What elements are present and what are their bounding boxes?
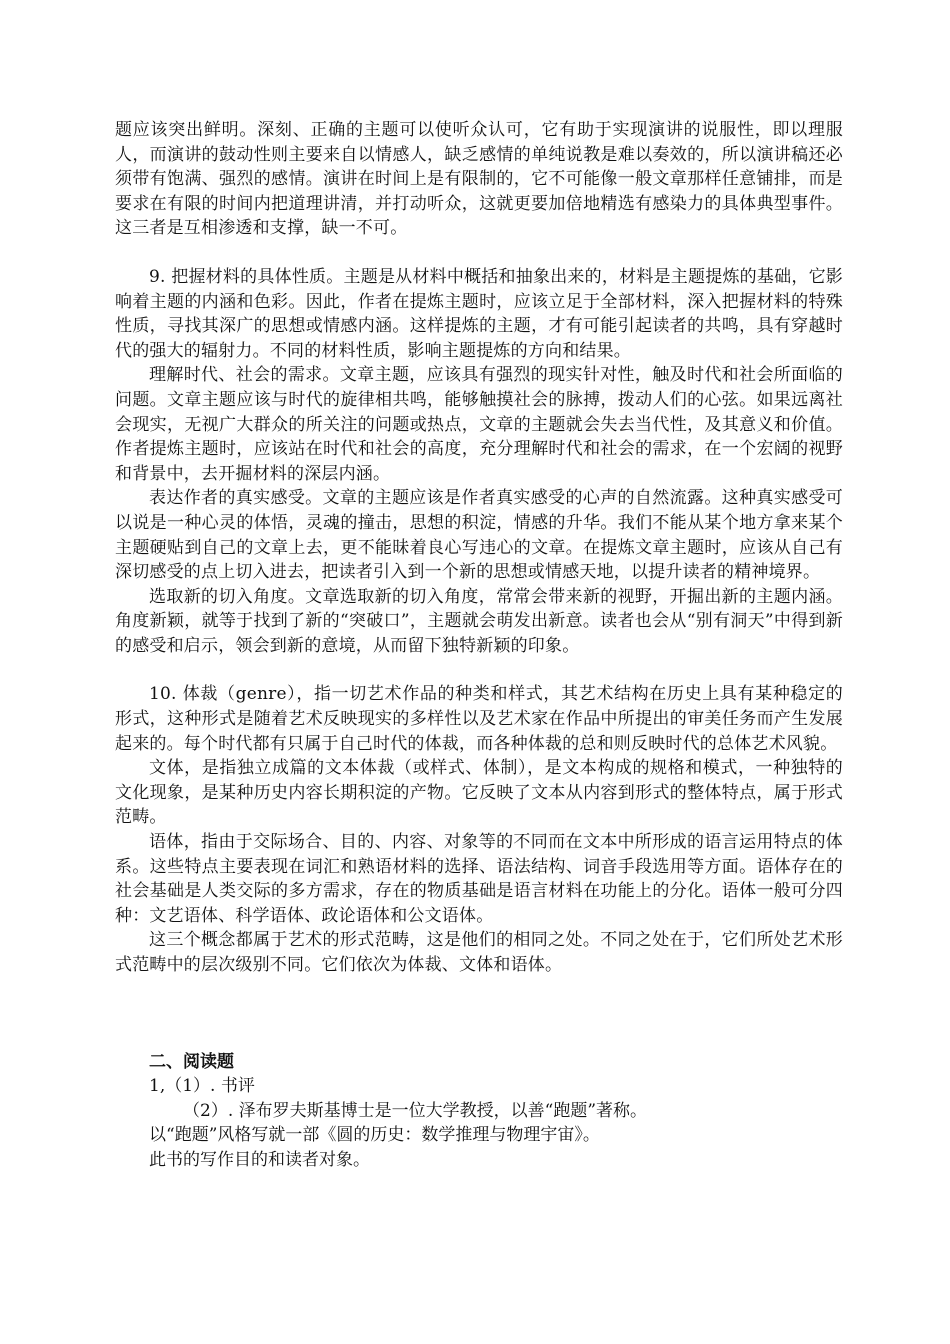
answer-item-4: 此书的写作目的和读者对象。	[149, 1149, 370, 1170]
document-page	[115, 118, 843, 1173]
paragraph-true-feelings: 表达作者的真实感受。文章的主题应该是作者真实感受的心声的自然流露。这种真实感受可以说是一种心灵的体悟，灵魂的撞击，思想的积淀，情感的升华。我们不能从某个地方拿来某个主题硬贴到自己的文章上去，更不能昧着良心写违心的文章。在提炼文章主题时，应该从自己有深切感受的点上切入进去，把读者引入到一个新的思想或情感天地，以提升读者的精神境界。	[115, 488, 843, 583]
answer-item-1: 1,（1）. 书评	[149, 1076, 255, 1097]
paragraph-10-genre: 10. 体裁（genre），指一切艺术作品的种类和样式，其艺术结构在历史上具有某种稳定的形式，这种形式是随着艺术反映现实的多样性以及艺术家在作品中所提出的审美任务而产生发展起来的。每个时代都有只属于自己时代的体裁，而各种体裁的总和则反映时代的总体艺术风貌。	[115, 684, 843, 754]
paragraph-speech-theme: 题应该突出鲜明。深刻、正确的主题可以使听众认可，它有助于实现演讲的说服性，即以理服人，而演讲的鼓动性则主要来自以情感人，缺乏感情的单纯说教是难以奏效的，所以演讲稿还必须带有饱满、强烈的感情。演讲在时间上是有限制的，它不可能像一般文章那样任意铺排，而是要求在有限的时间内把道理讲清，并打动听众，这就更要加倍地精选有感染力的具体典型事件。这三者是互相渗透和支撑，缺一不可。	[115, 120, 843, 239]
paragraph-three-concepts: 这三个概念都属于艺术的形式范畴，这是他们的相同之处。不同之处在于，它们所处艺术形式范畴中的层次级别不同。它们依次为体裁、文体和语体。	[115, 930, 843, 975]
paragraph-new-angle: 选取新的切入角度。文章选取新的切入角度，常常会带来新的视野，开掘出新的主题内涵。角度新颖，就等于找到了新的“突破口”，主题就会萌发出新意。读者也会从“别有洞天”中得到新的感受和启示，领会到新的意境，从而留下独特新颖的印象。	[115, 586, 843, 656]
paragraph-9-material-nature: 9. 把握材料的具体性质。主题是从材料中概括和抽象出来的，材料是主题提炼的基础，它影响着主题的内涵和色彩。因此，作者在提炼主题时，应该立足于全部材料，深入把握材料的特殊性质，寻找其深广的思想或情感内涵。这样提炼的主题，才有可能引起读者的共鸣，具有穿越时代的强大的辐射力。不同的材料性质，影响主题提炼的方向和结果。	[115, 266, 843, 361]
section-heading: 二、阅读题	[149, 1051, 234, 1072]
answer-item-2: （2）. 泽布罗夫斯基博士是一位大学教授，以善“跑题”著称。	[183, 1100, 648, 1121]
paragraph-style: 文体，是指独立成篇的文本体裁（或样式、体制），是文本构成的规格和模式，一种独特的文化现象，是某种历史内容长期积淀的产物。它反映了文本从内容到形式的整体特点，属于形式范畴。	[115, 758, 843, 828]
answer-item-3: 以“跑题”风格写就一部《圆的历史：数学推理与物理宇宙》。	[149, 1125, 600, 1146]
paragraph-register: 语体，指由于交际场合、目的、内容、对象等的不同而在文本中所形成的语言运用特点的体系。这些特点主要表现在词汇和熟语材料的选择、语法结构、词音手段选用等方面。语体存在的社会基础是人类交际的多方需求，存在的物质基础是语言材料在功能上的分化。语体一般可分四种：文艺语体、科学语体、政论语体和公文语体。	[115, 832, 843, 926]
section-reading	[115, 1050, 843, 1173]
paragraph-era-society: 理解时代、社会的需求。文章主题，应该具有强烈的现实针对性，触及时代和社会所面临的问题。文章主题应该与时代的旋律相共鸣，能够触摸社会的脉搏，拨动人们的心弦。如果远离社会现实，无视广大群众的所关注的问题或热点，文章的主题就会失去当代性，及其意义和价值。作者提炼主题时，应该站在时代和社会的高度，充分理解时代和社会的需求，在一个宏阔的视野和背景中，去开掘材料的深层内涵。	[115, 365, 843, 484]
